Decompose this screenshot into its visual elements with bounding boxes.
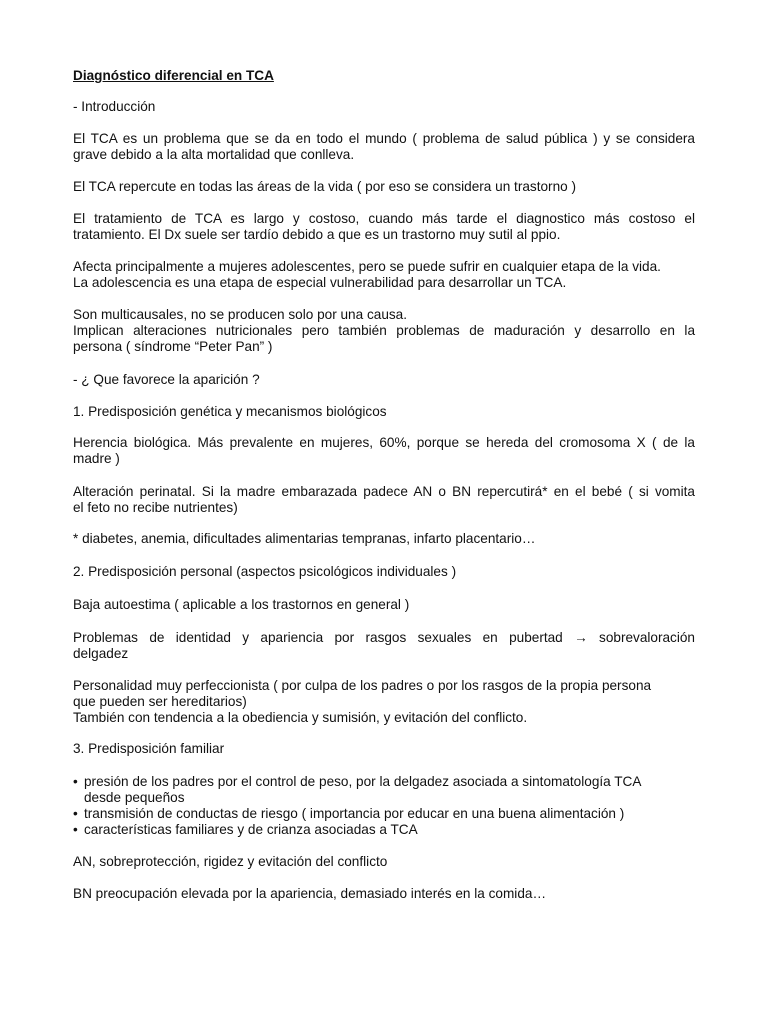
footnote-line: * diabetes, anemia, dificultades alimentarias tempranas, infarto placentario… [73,531,536,546]
paragraph-line: Implican alteraciones nutricionales pero también problemas de maduración y desarrollo en la [73,323,695,338]
paragraph-line: También con tendencia a la obediencia y sumisión, y evitación del conflicto. [73,710,528,725]
paragraph-line: Baja autoestima ( aplicable a los trastornos en general ) [73,597,410,612]
list-item: • presión de los padres por el control de peso, por la delgadez asociada a sintomatología TCA [73,774,641,790]
paragraph-line: delgadez [73,646,129,661]
paragraph-line: el feto no recibe nutrientes) [73,500,238,515]
paragraph-line: AN, sobreprotección, rigidez y evitación del conflicto [73,854,388,869]
paragraph-line: Alteración perinatal. Si la madre embarazada padece AN o BN repercutirá* en el bebé ( si vomita [73,484,695,499]
section-heading: 2. Predisposición personal (aspectos psicológicos individuales ) [73,564,457,579]
paragraph-line: Afecta principalmente a mujeres adolescentes, pero se puede sufrir en cualquier etapa de la vida. [73,259,661,274]
paragraph-line: El tratamiento de TCA es largo y costoso, cuando más tarde el diagnostico más costoso el [73,211,695,226]
document-title: Diagnóstico diferencial en TCA [73,68,274,83]
list-item: • características familiares y de crianza asociadas a TCA [73,822,418,838]
paragraph-line: El TCA repercute en todas las áreas de la vida ( por eso se considera un trastorno ) [73,179,576,194]
list-item: • transmisión de conductas de riesgo ( importancia por educar en una buena alimentación ) [73,806,624,822]
paragraph-line: persona ( síndrome “Peter Pan” ) [73,339,273,354]
paragraph-line: El TCA es un problema que se da en todo el mundo ( problema de salud pública ) y se considera [73,131,695,146]
paragraph-line: que pueden ser hereditarios) [73,694,247,709]
paragraph-line: grave debido a la alta mortalidad que conlleva. [73,147,355,162]
question-heading: - ¿ Que favorece la aparición ? [73,372,260,387]
section-heading: 1. Predisposición genética y mecanismos biológicos [73,404,387,419]
paragraph-line: Herencia biológica. Más prevalente en mujeres, 60%, porque se hereda del cromosoma X ( de la [73,435,695,450]
paragraph-line: Son multicausales, no se producen solo por una causa. [73,307,408,322]
intro-heading: - Introducción [73,99,156,114]
paragraph-line: madre ) [73,451,120,466]
section-heading: 3. Predisposición familiar [73,741,225,756]
list-item-continuation: desde pequeños [84,790,185,805]
paragraph-line: Personalidad muy perfeccionista ( por culpa de los padres o por los rasgos de la propia persona [73,678,652,693]
paragraph-line: La adolescencia es una etapa de especial vulnerabilidad para desarrollar un TCA. [73,275,567,290]
paragraph-line: Problemas de identidad y apariencia por rasgos sexuales en pubertad → sobrevaloración [73,630,695,645]
paragraph-line: BN preocupación elevada por la apariencia, demasiado interés en la comida… [73,886,547,901]
paragraph-line: tratamiento. El Dx suele ser tardío debido a que es un trastorno muy sutil al ppio. [73,227,561,242]
